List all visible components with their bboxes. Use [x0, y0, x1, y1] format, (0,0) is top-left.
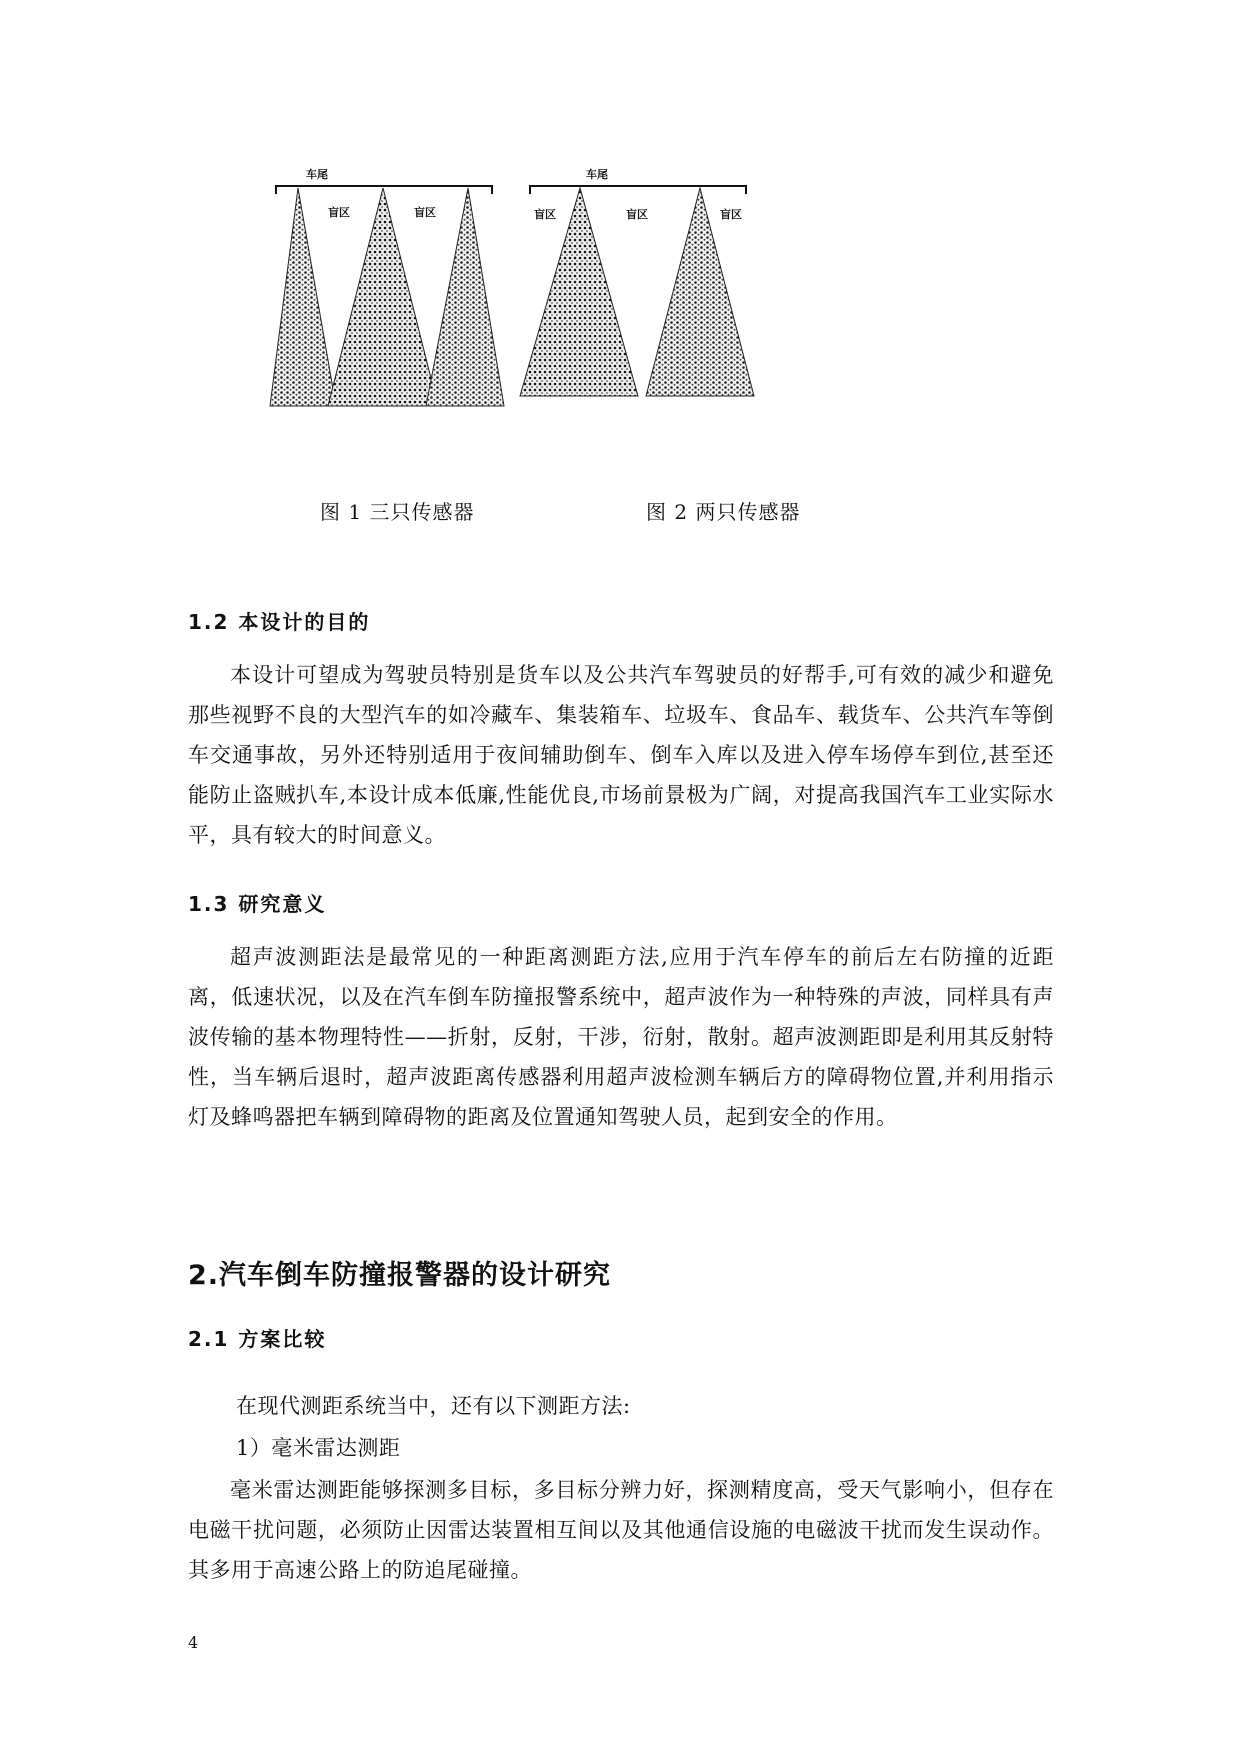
section-1-2-heading: 1.2 本设计的目的	[188, 610, 371, 634]
item-1-paragraph: 毫米雷达测距能够探测多目标，多目标分辨力好，探测精度高，受天气影响小，但存在电磁干扰问题，必须防止因雷达装置相互间以及其他通信设施的电磁波干扰而发生误动作。其多用于高速公路上的防追尾碰撞。	[188, 1478, 1054, 1582]
section-1-2-paragraph: 本设计可望成为驾驶员特别是货车以及公共汽车驾驶员的好帮手,可有效的减少和避免那些视野不良的大型汽车的如冷藏车、集装箱车、垃圾车、食品车、载货车、公共汽车等倒车交通事故，另外还特别适用于夜间辅助倒车、倒车入库以及进入停车场停车到位,甚至还能防止盗贼扒车,本设计成本低廉,性能优良,市场前景极为广阔，对提高我国汽车工业实际水平，具有较大的时间意义。	[188, 663, 1054, 847]
sensor-diagrams	[268, 166, 848, 456]
figure-1-zone-label-2: 盲区	[414, 206, 436, 219]
figure-1-sensor-cone-middle	[328, 188, 438, 406]
figure-2-bumper-line	[530, 186, 746, 194]
figure-2-top-label: 车尾	[586, 168, 608, 181]
figure-2-zone-label-1: 盲区	[534, 208, 556, 221]
figure-2-zone-label-2: 盲区	[626, 208, 648, 221]
section-1-3-heading: 1.3 研究意义	[188, 892, 327, 916]
figure-1-diagram	[270, 167, 504, 406]
sensor-figures	[268, 166, 848, 456]
section-2-1-intro: 在现代测距系统当中，还有以下测距方法:	[236, 1394, 631, 1418]
figure-2-zone-label-3: 盲区	[720, 208, 742, 221]
section-2-heading: 2.汽车倒车防撞报警器的设计研究	[188, 1260, 612, 1291]
figure-1-top-label: 车尾	[306, 168, 328, 181]
section-2-1-heading: 2.1 方案比较	[188, 1327, 327, 1351]
figure-2-diagram	[520, 167, 754, 396]
section-1-3-paragraph: 超声波测距法是最常见的一种距离测距方法,应用于汽车停车的前后左右防撞的近距离，低速状况，以及在汽车倒车防撞报警系统中，超声波作为一种特殊的声波，同样具有声波传输的基本物理特性——折射，反射，干涉，衍射，散射。超声波测距即是利用其反射特性，当车辆后退时，超声波距离传感器利用超声波检测车辆后方的障碍物位置,并利用指示灯及蜂鸣器把车辆到障碍物的距离及位置通知驾驶人员，起到安全的作用。	[188, 945, 1054, 1129]
figure-1-zone-label-1: 盲区	[328, 206, 350, 219]
item-1-title: 1）毫米雷达测距	[236, 1436, 401, 1460]
figure-1-sensor-cone-right	[426, 188, 504, 406]
figure-2-caption: 图 2 两只传感器	[646, 500, 801, 524]
figure-1-sensor-cone-left	[270, 188, 336, 406]
page-number: 4	[188, 1633, 199, 1652]
figure-1-caption: 图 1 三只传感器	[320, 500, 475, 524]
